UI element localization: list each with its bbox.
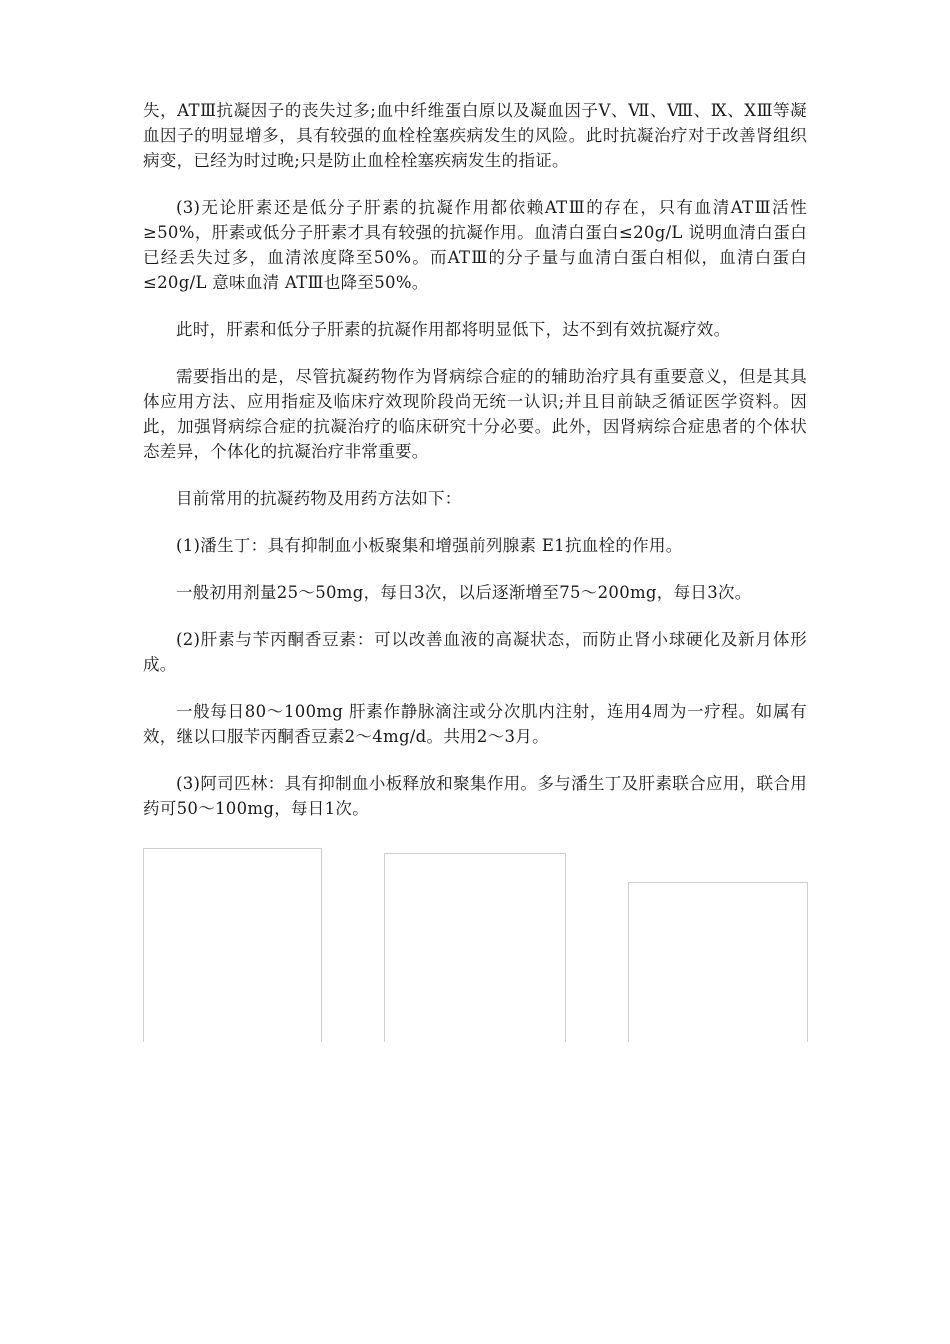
document-body <box>143 98 807 843</box>
paragraph-4: 需要指出的是，尽管抗凝药物作为肾病综合症的的辅助治疗具有重要意义，但是其具体应用方法、应用指症及临床疗效现阶段尚无统一认识;并且目前缺乏循证医学资料。因此，加强肾病综合症的抗凝治疗的临床研究十分必要。此外，因肾病综合症患者的个体状态差异，个体化的抗凝治疗非常重要。 <box>143 367 807 461</box>
paragraph-6: (1)潘生丁：具有抑制血小板聚集和增强前列腺素 E1抗血栓的作用。 <box>176 536 683 555</box>
paragraph-3: 此时，肝素和低分子肝素的抗凝作用都将明显低下，达不到有效抗凝疗效。 <box>176 320 731 339</box>
blank-figure-box <box>628 882 808 1042</box>
paragraph-7: 一般初用剂量25～50mg，每日3次，以后逐渐增至75～200mg，每日3次。 <box>176 583 752 602</box>
paragraph-5: 目前常用的抗凝药物及用药方法如下： <box>176 489 462 508</box>
blank-figure-box <box>143 848 322 1042</box>
blank-figure-box <box>384 853 566 1042</box>
paragraph-2: (3)无论肝素还是低分子肝素的抗凝作用都依赖ATⅢ的存在，只有血清ATⅢ活性≥50%，肝素或低分子肝素才具有较强的抗凝作用。血清白蛋白≤20g/L 说明血清白蛋白已经丢失过多，血清浓度降至50%。而ATⅢ的分子量与血清白蛋白相似，血清白蛋白≤20g/L 意味血清 ATⅢ也降至50%。 <box>143 198 807 292</box>
paragraph-10: (3)阿司匹林：具有抑制血小板释放和聚集作用。多与潘生丁及肝素联合应用，联合用药可50～100mg，每日1次。 <box>143 774 807 818</box>
paragraph-9: 一般每日80～100mg 肝素作静脉滴注或分次肌内注射，连用4周为一疗程。如属有效，继以口服苄丙酮香豆素2～4mg/d。共用2～3月。 <box>143 702 807 746</box>
paragraph-1: 失，ATⅢ抗凝因子的丧失过多;血中纤维蛋白原以及凝血因子Ⅴ、Ⅶ、Ⅷ、Ⅸ、ⅩⅢ等凝血因子的明显增多，具有较强的血栓栓塞疾病发生的风险。此时抗凝治疗对于改善肾组织病变，已经为时过晚;只是防止血栓栓塞疾病发生的指证。 <box>143 101 807 170</box>
paragraph-8: (2)肝素与苄丙酮香豆素：可以改善血液的高凝状态，而防止肾小球硬化及新月体形成。 <box>143 630 807 674</box>
